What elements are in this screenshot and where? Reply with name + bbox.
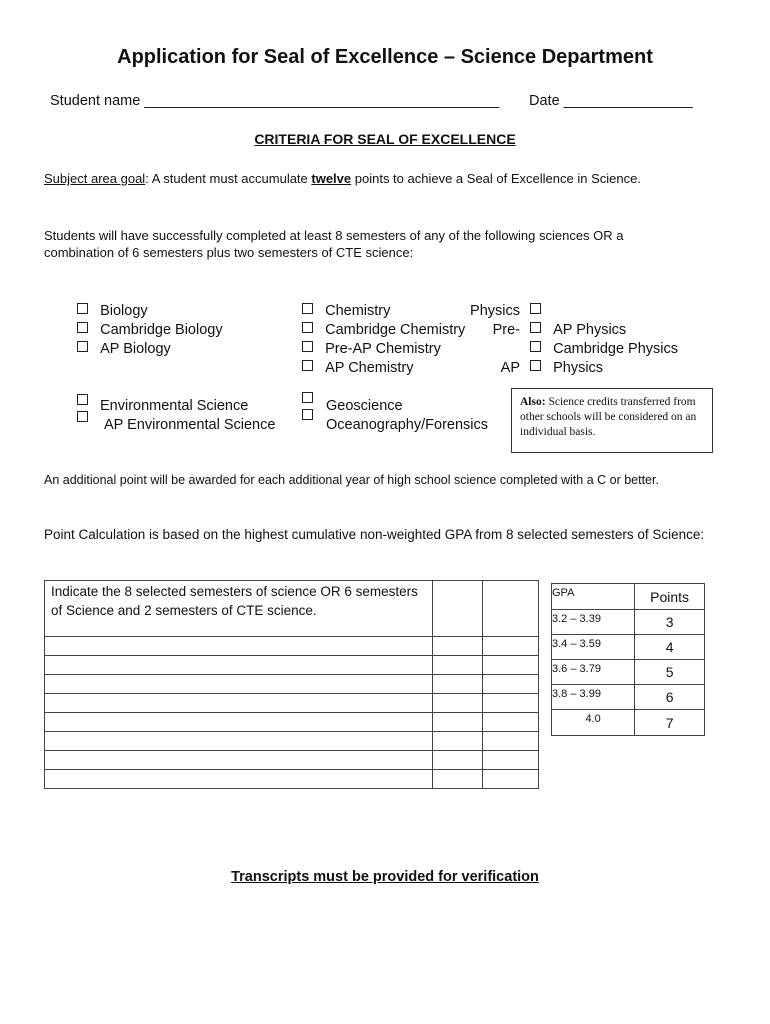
points-header: Points (635, 584, 705, 610)
course-label: AP Physics (553, 322, 627, 338)
checkbox-icon[interactable] (302, 409, 313, 420)
earth-checkboxes (302, 391, 313, 425)
transcripts-notice: Transcripts must be provided for verification (231, 869, 539, 885)
physics-checkbox-column (530, 303, 678, 379)
date-label: Date (529, 93, 560, 109)
table-cell[interactable] (482, 713, 538, 732)
student-name-row (50, 93, 499, 109)
table-cell[interactable] (45, 675, 433, 694)
checkbox-icon[interactable] (302, 322, 313, 333)
course-label: Cambridge Chemistry (325, 322, 466, 338)
subject-goal (44, 170, 641, 187)
table-row (45, 732, 539, 751)
table-cell[interactable] (45, 732, 433, 751)
gpa-points-table (551, 583, 705, 736)
checkbox-icon[interactable] (77, 394, 88, 405)
physics-prefix: AP (500, 360, 520, 376)
student-name-field[interactable]: ____________________________________________ (144, 93, 500, 109)
course-label: Cambridge Biology (100, 322, 223, 338)
student-name-label: Student name (50, 93, 141, 109)
transfer-credits-note (511, 388, 713, 453)
checkbox-icon[interactable] (302, 303, 313, 314)
table-row (45, 656, 539, 675)
table-cell[interactable] (45, 656, 433, 675)
point-calculation-text: Point Calculation is based on the highest cumulative non-weighted GPA from 8 selected semesters of Science: (44, 527, 705, 542)
table-cell[interactable] (482, 770, 538, 789)
page-title: Application for Seal of Excellence – Science Department (117, 46, 653, 68)
checkbox-icon[interactable] (77, 322, 88, 333)
table-cell[interactable] (482, 694, 538, 713)
course-label: Pre-AP Chemistry (325, 341, 441, 357)
table-cell[interactable] (432, 713, 482, 732)
date-field[interactable]: ________________ (563, 93, 693, 109)
semester-table (44, 580, 539, 789)
checkbox-icon[interactable] (302, 341, 313, 352)
table-cell[interactable] (432, 675, 482, 694)
table-cell[interactable] (45, 770, 433, 789)
course-geoscience: Geoscience (326, 398, 403, 414)
course-label: AP Chemistry (325, 360, 414, 376)
points-value: 4 (635, 635, 705, 660)
table-cell[interactable] (432, 637, 482, 656)
checkbox-icon[interactable] (530, 322, 541, 333)
physics-prefix: Physics (470, 303, 520, 319)
gpa-range: 4.0 (552, 710, 635, 736)
goal-text-before: : A student must accumulate (145, 171, 312, 186)
table-row (45, 581, 539, 637)
earth-column (326, 398, 488, 436)
semesters-requirement: Students will have successfully completed at least 8 semesters of any of the following sciences OR a combination of 6 semesters plus two semesters of CTE science: (44, 228, 624, 260)
criteria-heading: CRITERIA FOR SEAL OF EXCELLENCE (254, 131, 516, 147)
goal-label: Subject area goal (44, 171, 146, 186)
environmental-checkboxes (77, 393, 88, 427)
gpa-header: GPA (552, 584, 635, 610)
goal-emphasis: twelve (311, 171, 352, 186)
table-row (552, 685, 705, 710)
physics-checkbox-row (530, 303, 678, 322)
table-row (45, 694, 539, 713)
goal-text-after: points to achieve a Seal of Excellence in Science. (351, 171, 641, 186)
table-cell[interactable] (432, 694, 482, 713)
checkbox-icon[interactable] (302, 360, 313, 371)
course-label: Physics (553, 360, 604, 376)
points-value: 6 (635, 685, 705, 710)
table-row (552, 660, 705, 685)
course-label: Cambridge Physics (553, 341, 679, 357)
table-cell[interactable] (432, 656, 482, 675)
table-row (45, 637, 539, 656)
course-label: Biology (100, 303, 148, 319)
checkbox-icon[interactable] (77, 303, 88, 314)
additional-point-text: An additional point will be awarded for each additional year of high school science completed with a C or better. (44, 473, 659, 487)
table-cell[interactable] (45, 751, 433, 770)
course-physics (530, 360, 678, 379)
points-value: 7 (635, 710, 705, 736)
table-cell[interactable] (482, 732, 538, 751)
table-row (552, 635, 705, 660)
note-text: Science credits transferred from other schools will be considered on an individual basis. (520, 396, 697, 438)
checkbox-icon[interactable] (530, 341, 541, 352)
checkbox-icon[interactable] (530, 303, 541, 314)
physics-prefix: Pre- (492, 322, 520, 338)
date-row (529, 93, 693, 109)
table-row (552, 584, 705, 610)
note-label: Also: (520, 396, 546, 408)
checkbox-icon[interactable] (302, 392, 313, 403)
table-cell[interactable] (432, 732, 482, 751)
table-row (45, 713, 539, 732)
semester-table-header: Indicate the 8 selected semesters of science OR 6 semesters of Science and 2 semesters of CTE science. (45, 581, 433, 637)
gpa-range: 3.4 – 3.59 (552, 635, 635, 660)
table-row (45, 751, 539, 770)
table-cell[interactable] (482, 675, 538, 694)
course-biology (77, 303, 223, 322)
table-row (45, 675, 539, 694)
biology-column (77, 303, 223, 360)
table-cell[interactable] (432, 770, 482, 789)
checkbox-icon[interactable] (77, 341, 88, 352)
checkbox-icon[interactable] (77, 411, 88, 422)
table-row (45, 770, 539, 789)
course-ap-physics (530, 322, 678, 341)
physics-prefix-column (440, 303, 520, 379)
course-label: AP Biology (100, 341, 171, 357)
course-environmental-science: Environmental Science (100, 398, 249, 414)
table-cell[interactable] (432, 581, 482, 637)
table-cell[interactable] (45, 694, 433, 713)
gpa-range: 3.6 – 3.79 (552, 660, 635, 685)
course-label: Chemistry (325, 303, 391, 319)
course-cambridge-physics (530, 341, 678, 360)
course-cambridge-biology (77, 322, 223, 341)
gpa-range: 3.8 – 3.99 (552, 685, 635, 710)
table-cell[interactable] (482, 656, 538, 675)
course-ap-environmental-science: AP Environmental Science (104, 417, 276, 433)
table-row (552, 610, 705, 635)
table-cell[interactable] (45, 637, 433, 656)
table-cell[interactable] (432, 751, 482, 770)
checkbox-icon[interactable] (530, 360, 541, 371)
gpa-range: 3.2 – 3.39 (552, 610, 635, 635)
course-oceanography-forensics: Oceanography/Forensics (326, 417, 488, 433)
points-value: 3 (635, 610, 705, 635)
course-ap-biology (77, 341, 223, 360)
table-cell[interactable] (482, 751, 538, 770)
table-row (552, 710, 705, 736)
points-value: 5 (635, 660, 705, 685)
table-cell[interactable] (482, 637, 538, 656)
table-cell[interactable] (482, 581, 538, 637)
environmental-column (100, 398, 275, 436)
physics-prefix (440, 341, 520, 360)
table-cell[interactable] (45, 713, 433, 732)
